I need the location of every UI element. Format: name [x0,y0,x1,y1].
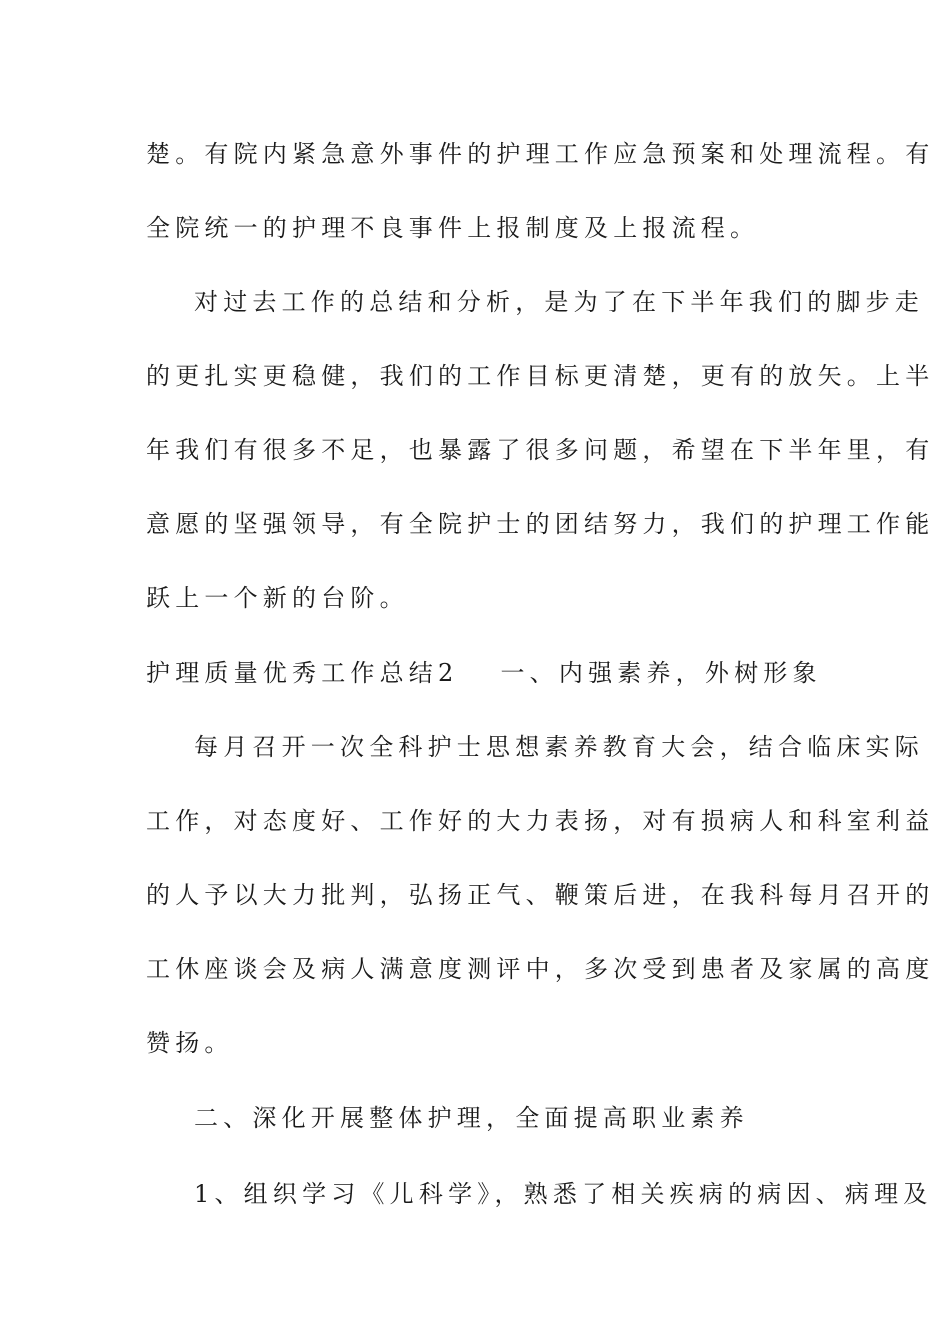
paragraph-line: 的人予以大力批判，弘扬正气、鞭策后进，在我科每月召开的 [146,881,935,909]
paragraph-line: 的更扎实更稳健，我们的工作目标更清楚，更有的放矢。上半 [146,362,935,390]
section-heading: 二、深化开展整体护理，全面提高职业素养 [194,1104,749,1132]
paragraph-line: 意愿的坚强领导，有全院护士的团结努力，我们的护理工作能 [146,510,935,538]
paragraph-line: 1、组织学习《儿科学》，熟悉了相关疾病的病因、病理及 [194,1180,933,1208]
paragraph-line: 全院统一的护理不良事件上报制度及上报流程。 [146,214,760,242]
section-heading [146,657,826,689]
document-title: 护理质量优秀工作总结2 [146,659,459,687]
paragraph-line: 每月召开一次全科护士思想素养教育大会，结合临床实际 [194,733,924,761]
paragraph-line: 年我们有很多不足，也暴露了很多问题，希望在下半年里，有 [146,436,935,464]
paragraph-line: 楚。有院内紧急意外事件的护理工作应急预案和处理流程。有 [146,140,935,168]
paragraph-line: 跃上一个新的台阶。 [146,584,409,612]
paragraph-line: 赞扬。 [146,1029,234,1057]
paragraph-line: 工作，对态度好、工作好的大力表扬，对有损病人和科室利益 [146,807,935,835]
paragraph-line: 工休座谈会及病人满意度测评中，多次受到患者及家属的高度 [146,955,935,983]
paragraph-line: 对过去工作的总结和分析，是为了在下半年我们的脚步走 [194,288,924,316]
section-one-heading: 一、内强素养，外树形象 [500,659,822,687]
